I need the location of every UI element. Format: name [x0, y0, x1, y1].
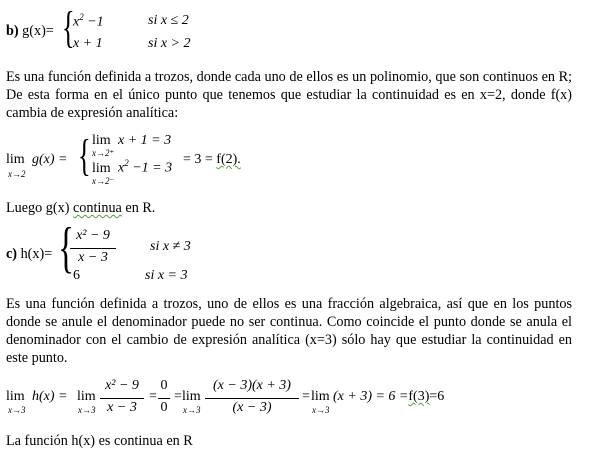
case-c2-cond: si x = 3 — [145, 268, 188, 283]
lim-c-4-sub: x→3 — [312, 405, 330, 415]
frac2-den: 0 — [160, 400, 168, 415]
lim-c-2-sub: x→3 — [78, 405, 96, 415]
lim-b-gx: g(x) = — [32, 152, 68, 167]
frac3-num: (x − 3)(x + 3) — [213, 378, 291, 393]
section-b-heading — [6, 22, 54, 40]
section-c-heading — [6, 245, 52, 263]
lim-b-result-f: f(2). — [216, 152, 241, 167]
case-b1-cond: si x ≤ 2 — [148, 13, 189, 28]
case-b1-expr: $x^2 -1$ — [73, 12, 104, 30]
brace-c: { — [58, 217, 75, 279]
lim-b-main: lim — [6, 152, 25, 167]
lim-b-r2-lim: lim — [92, 161, 111, 176]
case-b2-expr: x + 1 — [73, 36, 103, 51]
frac1-num: x² − 9 — [105, 378, 139, 393]
paragraph-c: Es una función definida a trozos, uno de ellos es una fracción algebraica, así que en los puntos donde se anule el denominador puede no ser continua. Como coincide el punto donde se anula el denominador con el cambio de expresión analítica (x=3) sólo hay que estudiar la continuidad en este punto. — [6, 296, 572, 366]
lim-c-1-sub: x→3 — [8, 405, 26, 415]
lim-c-tail: (x + 3) = 6 =f(3)=6 — [333, 389, 445, 404]
case-c1-den: x − 3 — [78, 250, 108, 265]
paragraph-b: Es una función definida a trozos, donde cada uno de ellos es un polinomio, que son continuos en R; De esta forma en el único punto que tenemos que estudiar la continuidad es en x=2, donde f(x) cambia de expresión analítica: — [6, 69, 572, 121]
lim-b-r1-sub: x→2⁺ — [92, 148, 115, 158]
case-c1-num: x² − 9 — [76, 228, 110, 243]
section-b-func: g(x)= — [22, 23, 54, 39]
lim-c-4: lim — [311, 389, 330, 404]
lim-b-r2-expr: $x^2 -1 = 3$ — [118, 158, 173, 176]
lim-c-tail-f: f(3) — [408, 389, 430, 404]
frac2-bar — [158, 398, 170, 399]
frac3-den: (x − 3) — [232, 400, 272, 415]
lim-b-r1-lim: lim — [92, 133, 111, 148]
conclusion-b: Luego g(x) continua en R. — [6, 200, 156, 216]
conclusion-c: La función h(x) es continua en R — [6, 433, 193, 449]
lim-c-3: lim — [182, 389, 201, 404]
conclusion-b-word: continua — [72, 200, 122, 216]
eq-1: = — [149, 389, 157, 404]
section-c-func: h(x)= — [20, 246, 53, 262]
eq-3: = — [302, 389, 310, 404]
case-b2-cond: si x > 2 — [148, 36, 191, 51]
frac3-bar — [205, 398, 299, 399]
brace-lim-b: { — [78, 131, 91, 180]
brace-b: { — [62, 3, 75, 52]
lim-c-hx: h(x) = — [32, 389, 68, 404]
lim-b-sub: x→2 — [8, 169, 26, 179]
frac1-den: x − 3 — [107, 400, 137, 415]
section-b-label: b) — [6, 23, 19, 39]
lim-b-r2-sub: x→2⁻ — [92, 176, 115, 186]
lim-c-2: lim — [77, 389, 96, 404]
frac1-bar — [100, 398, 144, 399]
case-c1-fraction-bar — [70, 248, 116, 249]
section-c-label: c) — [6, 246, 18, 262]
case-c2-expr: 6 — [73, 268, 80, 283]
eq-2: = — [174, 389, 182, 404]
frac2-num: 0 — [160, 378, 168, 393]
lim-c-1: lim — [6, 389, 25, 404]
lim-c-3-sub: x→3 — [183, 405, 201, 415]
lim-b-r1-expr: x + 1 = 3 — [118, 133, 172, 148]
lim-b-result: = 3 = f(2). — [183, 152, 241, 167]
case-c1-cond: si x ≠ 3 — [150, 239, 191, 254]
